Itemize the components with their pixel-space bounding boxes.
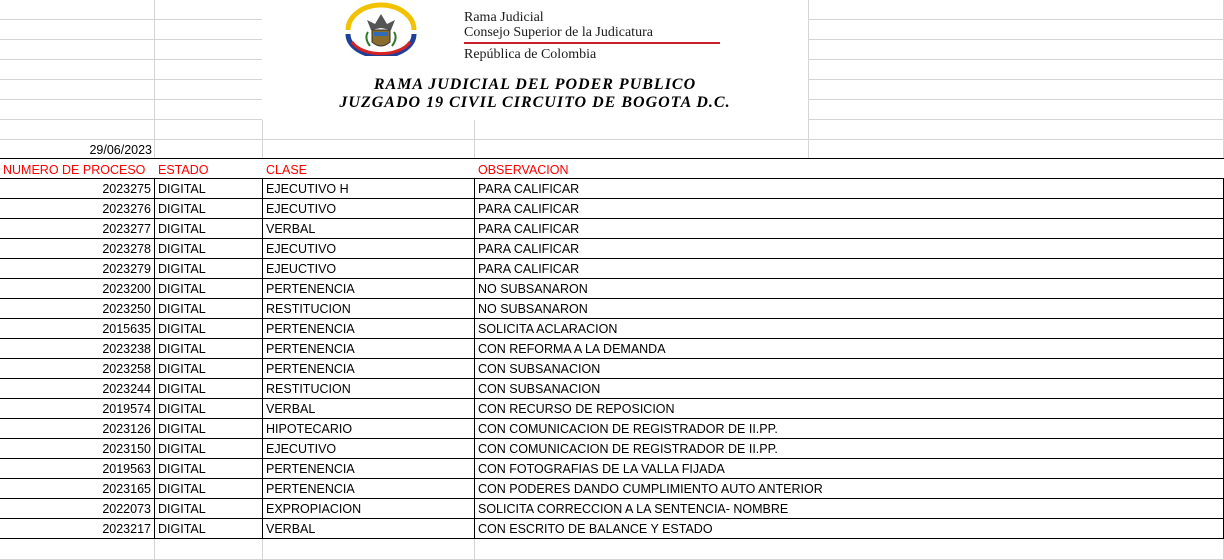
cell-estado[interactable]: DIGITAL	[155, 499, 263, 519]
cell-observacion[interactable]: PARA CALIFICAR	[475, 219, 1224, 239]
cell-observacion[interactable]: CON FOTOGRAFIAS DE LA VALLA FIJADA	[475, 459, 1224, 479]
cell-clase[interactable]: EJECUTIVO	[263, 199, 475, 219]
cell-estado[interactable]: DIGITAL	[155, 519, 263, 539]
header-clase[interactable]: CLASE	[266, 163, 307, 177]
table-row	[0, 339, 1224, 359]
cell-observacion[interactable]: SOLICITA ACLARACION	[475, 319, 1224, 339]
cell-numero-de-proceso[interactable]: 2019563	[0, 459, 155, 479]
table-row	[0, 359, 1224, 379]
coat-of-arms-logo	[340, 2, 422, 56]
cell-clase[interactable]: PERTENENCIA	[263, 459, 475, 479]
cell-numero-de-proceso[interactable]: 2023238	[0, 339, 155, 359]
cell-numero-de-proceso[interactable]: 2023200	[0, 279, 155, 299]
cell-observacion[interactable]: NO SUBSANARON	[475, 279, 1224, 299]
cell-numero-de-proceso[interactable]: 2023217	[0, 519, 155, 539]
cell-estado[interactable]: DIGITAL	[155, 179, 263, 199]
cell-observacion[interactable]: CON COMUNICACION DE REGISTRADOR DE II.PP.	[475, 419, 1224, 439]
cell-observacion[interactable]: CON SUBSANACION	[475, 359, 1224, 379]
table-row	[0, 319, 1224, 339]
cell-numero-de-proceso[interactable]: 2023250	[0, 299, 155, 319]
cell-estado[interactable]: DIGITAL	[155, 299, 263, 319]
cell-estado[interactable]: DIGITAL	[155, 219, 263, 239]
table-row	[0, 259, 1224, 279]
cell-observacion[interactable]: PARA CALIFICAR	[475, 239, 1224, 259]
empty-row[interactable]	[0, 120, 1224, 140]
cell-clase[interactable]: VERBAL	[263, 519, 475, 539]
empty-row[interactable]	[0, 140, 1224, 160]
cell-observacion[interactable]: CON PODERES DANDO CUMPLIMIENTO AUTO ANTERIOR	[475, 479, 1224, 499]
table-row	[0, 479, 1224, 499]
table-row	[0, 439, 1224, 459]
header-observacion[interactable]: OBSERVACION	[478, 163, 569, 177]
table-row	[0, 519, 1224, 539]
cell-numero-de-proceso[interactable]: 2023277	[0, 219, 155, 239]
cell-numero-de-proceso[interactable]: 2023126	[0, 419, 155, 439]
empty-row[interactable]	[0, 540, 1224, 560]
cell-estado[interactable]: DIGITAL	[155, 399, 263, 419]
cell-clase[interactable]: VERBAL	[263, 399, 475, 419]
cell-clase[interactable]: EXPROPIACION	[263, 499, 475, 519]
cell-estado[interactable]: DIGITAL	[155, 419, 263, 439]
table-row	[0, 179, 1224, 199]
cell-clase[interactable]: EJECUTIVO H	[263, 179, 475, 199]
cell-estado[interactable]: DIGITAL	[155, 319, 263, 339]
table-row	[0, 379, 1224, 399]
table-row	[0, 199, 1224, 219]
red-divider	[464, 42, 720, 44]
cell-clase[interactable]: PERTENENCIA	[263, 359, 475, 379]
cell-observacion[interactable]: CON RECURSO DE REPOSICION	[475, 399, 1224, 419]
cell-estado[interactable]: DIGITAL	[155, 339, 263, 359]
cell-estado[interactable]: DIGITAL	[155, 459, 263, 479]
table-row	[0, 239, 1224, 259]
court-title-line-1: RAMA JUDICIAL DEL PODER PUBLICO	[373, 76, 697, 93]
cell-clase[interactable]: HIPOTECARIO	[263, 419, 475, 439]
cell-numero-de-proceso[interactable]: 2023150	[0, 439, 155, 459]
cell-estado[interactable]: DIGITAL	[155, 259, 263, 279]
cell-clase[interactable]: PERTENENCIA	[263, 279, 475, 299]
organization-name	[464, 10, 720, 62]
date-cell[interactable]: 29/06/2023	[89, 143, 152, 157]
table-row	[0, 419, 1224, 439]
court-title-line-2: JUZGADO 19 CIVIL CIRCUITO DE BOGOTA D.C.	[339, 94, 731, 111]
cell-estado[interactable]: DIGITAL	[155, 279, 263, 299]
cell-observacion[interactable]: PARA CALIFICAR	[475, 199, 1224, 219]
table-header-row	[0, 158, 1224, 179]
cell-estado[interactable]: DIGITAL	[155, 439, 263, 459]
cell-numero-de-proceso[interactable]: 2023244	[0, 379, 155, 399]
table-row	[0, 459, 1224, 479]
cell-clase[interactable]: RESTITUCION	[263, 299, 475, 319]
cell-clase[interactable]: EJEUCTIVO	[263, 259, 475, 279]
cell-clase[interactable]: EJECUTIVO	[263, 439, 475, 459]
table-row	[0, 499, 1224, 519]
cell-estado[interactable]: DIGITAL	[155, 239, 263, 259]
cell-observacion[interactable]: CON ESCRITO DE BALANCE Y ESTADO	[475, 519, 1224, 539]
cell-clase[interactable]: PERTENENCIA	[263, 339, 475, 359]
cell-estado[interactable]: DIGITAL	[155, 479, 263, 499]
cell-observacion[interactable]: CON SUBSANACION	[475, 379, 1224, 399]
cell-clase[interactable]: PERTENENCIA	[263, 319, 475, 339]
cell-clase[interactable]: VERBAL	[263, 219, 475, 239]
cell-clase[interactable]: EJECUTIVO	[263, 239, 475, 259]
cell-estado[interactable]: DIGITAL	[155, 359, 263, 379]
org-line-3: República de Colombia	[464, 47, 597, 62]
header-estado[interactable]: ESTADO	[158, 163, 209, 177]
table-row	[0, 219, 1224, 239]
cell-numero-de-proceso[interactable]: 2023275	[0, 179, 155, 199]
org-line-2: Consejo Superior de la Judicatura	[464, 25, 653, 40]
cell-observacion[interactable]: PARA CALIFICAR	[475, 179, 1224, 199]
org-line-1: Rama Judicial	[464, 10, 544, 25]
cell-numero-de-proceso[interactable]: 2023165	[0, 479, 155, 499]
cell-clase[interactable]: PERTENENCIA	[263, 479, 475, 499]
cell-numero-de-proceso[interactable]: 2023276	[0, 199, 155, 219]
cell-numero-de-proceso[interactable]: 2022073	[0, 499, 155, 519]
cell-numero-de-proceso[interactable]: 2019574	[0, 399, 155, 419]
cell-estado[interactable]: DIGITAL	[155, 379, 263, 399]
cell-numero-de-proceso[interactable]: 2015635	[0, 319, 155, 339]
cell-numero-de-proceso[interactable]: 2023258	[0, 359, 155, 379]
cell-numero-de-proceso[interactable]: 2023279	[0, 259, 155, 279]
header-numero-de-proceso[interactable]: NUMERO DE PROCESO	[3, 163, 146, 177]
table-row	[0, 279, 1224, 299]
cell-observacion[interactable]: SOLICITA CORRECCION A LA SENTENCIA- NOMBRE	[475, 499, 1224, 519]
cell-observacion[interactable]: CON REFORMA A LA DEMANDA	[475, 339, 1224, 359]
court-banner	[262, 0, 808, 120]
table-row	[0, 299, 1224, 319]
cell-observacion[interactable]: NO SUBSANARON	[475, 299, 1224, 319]
table-row	[0, 399, 1224, 419]
cell-observacion[interactable]: PARA CALIFICAR	[475, 259, 1224, 279]
cell-estado[interactable]: DIGITAL	[155, 199, 263, 219]
cell-clase[interactable]: RESTITUCION	[263, 379, 475, 399]
cell-observacion[interactable]: CON COMUNICACION DE REGISTRADOR DE II.PP.	[475, 439, 1224, 459]
cell-numero-de-proceso[interactable]: 2023278	[0, 239, 155, 259]
